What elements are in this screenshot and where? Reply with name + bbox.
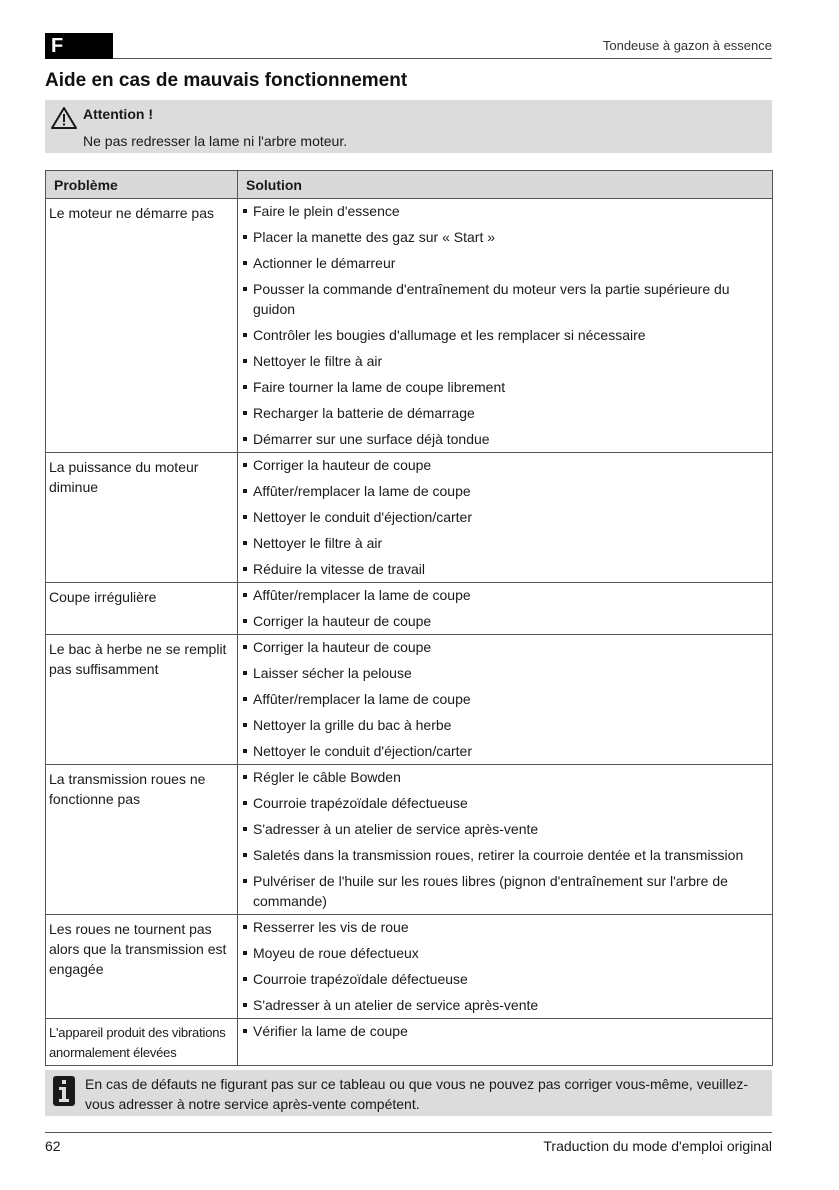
solution-item: Pousser la commande d'entraînement du moteur vers la partie supérieure du guidon	[243, 279, 766, 319]
header-divider	[113, 58, 772, 59]
language-badge: F	[45, 33, 113, 59]
table-row	[46, 765, 773, 915]
problem-cell: Les roues ne tournent pas alors que la transmission est engagée	[46, 915, 238, 1019]
solution-list	[238, 199, 772, 452]
table-row	[46, 1019, 773, 1066]
column-header-problem: Problème	[46, 171, 238, 199]
warning-box	[45, 100, 772, 153]
table-row	[46, 635, 773, 765]
solution-list	[238, 583, 772, 634]
solution-item: Nettoyer le conduit d'éjection/carter	[243, 507, 766, 527]
solution-item: Régler le câble Bowden	[243, 767, 766, 787]
problem-cell: Le bac à herbe ne se remplit pas suffisamment	[46, 635, 238, 765]
solution-item: Placer la manette des gaz sur « Start »	[243, 227, 766, 247]
solution-cell	[238, 915, 773, 1019]
footer-divider	[45, 1132, 772, 1133]
info-text: En cas de défauts ne figurant pas sur ce tableau ou que vous ne pouvez pas corriger vous-même, veuillez-vous adresser à notre service après-vente compétent.	[85, 1076, 749, 1112]
solution-item: Resserrer les vis de roue	[243, 917, 766, 937]
solution-item: Courroie trapézoïdale défectueuse	[243, 793, 766, 813]
solution-list	[238, 635, 772, 764]
problem-cell: La puissance du moteur diminue	[46, 453, 238, 583]
problem-cell: Coupe irrégulière	[46, 583, 238, 635]
solution-cell	[238, 583, 773, 635]
solution-item: Corriger la hauteur de coupe	[243, 637, 766, 657]
table-row	[46, 453, 773, 583]
warning-triangle-icon	[51, 106, 77, 130]
solution-cell	[238, 199, 773, 453]
table-row	[46, 915, 773, 1019]
document-title: Tondeuse à gazon à essence	[602, 38, 772, 53]
warning-text: Ne pas redresser la lame ni l'arbre moteur.	[83, 133, 348, 149]
solution-item: S'adresser à un atelier de service après-vente	[243, 819, 766, 839]
page-number: 62	[45, 1138, 61, 1154]
solution-item: Contrôler les bougies d'allumage et les remplacer si nécessaire	[243, 325, 766, 345]
solution-item: Affûter/remplacer la lame de coupe	[243, 585, 766, 605]
table-header-row	[46, 171, 773, 199]
solution-item: S'adresser à un atelier de service après-vente	[243, 995, 766, 1015]
solution-list	[238, 453, 772, 582]
solution-item: Nettoyer la grille du bac à herbe	[243, 715, 766, 735]
solution-list	[238, 1019, 772, 1044]
solution-item: Corriger la hauteur de coupe	[243, 455, 766, 475]
solution-item: Faire le plein d'essence	[243, 201, 766, 221]
solution-item: Nettoyer le conduit d'éjection/carter	[243, 741, 766, 761]
footer-text: Traduction du mode d'emploi original	[543, 1138, 772, 1154]
section-title: Aide en cas de mauvais fonctionnement	[45, 70, 408, 91]
solution-item: Pulvériser de l'huile sur les roues libres (pignon d'entraînement sur l'arbre de commande)	[243, 871, 766, 911]
solution-item: Affûter/remplacer la lame de coupe	[243, 481, 766, 501]
table-row	[46, 583, 773, 635]
table-body	[46, 199, 773, 1066]
solution-cell	[238, 1019, 773, 1066]
solution-cell	[238, 453, 773, 583]
solution-list	[238, 765, 772, 914]
info-box	[45, 1070, 772, 1116]
solution-list	[238, 915, 772, 1018]
troubleshooting-table	[45, 170, 773, 1066]
problem-cell: L'appareil produit des vibrations anormalement élevées	[46, 1019, 238, 1066]
column-header-solution: Solution	[238, 171, 773, 199]
info-icon	[53, 1076, 75, 1106]
solution-item: Nettoyer le filtre à air	[243, 351, 766, 371]
solution-item: Faire tourner la lame de coupe librement	[243, 377, 766, 397]
solution-cell	[238, 765, 773, 915]
solution-item: Moyeu de roue défectueux	[243, 943, 766, 963]
table-row	[46, 199, 773, 453]
solution-item: Réduire la vitesse de travail	[243, 559, 766, 579]
solution-item: Affûter/remplacer la lame de coupe	[243, 689, 766, 709]
solution-item: Laisser sécher la pelouse	[243, 663, 766, 683]
solution-item: Corriger la hauteur de coupe	[243, 611, 766, 631]
solution-item: Recharger la batterie de démarrage	[243, 403, 766, 423]
solution-item: Actionner le démarreur	[243, 253, 766, 273]
solution-item: Démarrer sur une surface déjà tondue	[243, 429, 766, 449]
problem-cell: Le moteur ne démarre pas	[46, 199, 238, 453]
solution-item: Vérifier la lame de coupe	[243, 1021, 766, 1041]
solution-item: Nettoyer le filtre à air	[243, 533, 766, 553]
problem-cell: La transmission roues ne fonctionne pas	[46, 765, 238, 915]
solution-item: Saletés dans la transmission roues, retirer la courroie dentée et la transmission	[243, 845, 766, 865]
solution-cell	[238, 635, 773, 765]
solution-item: Courroie trapézoïdale défectueuse	[243, 969, 766, 989]
warning-title: Attention !	[83, 106, 153, 122]
